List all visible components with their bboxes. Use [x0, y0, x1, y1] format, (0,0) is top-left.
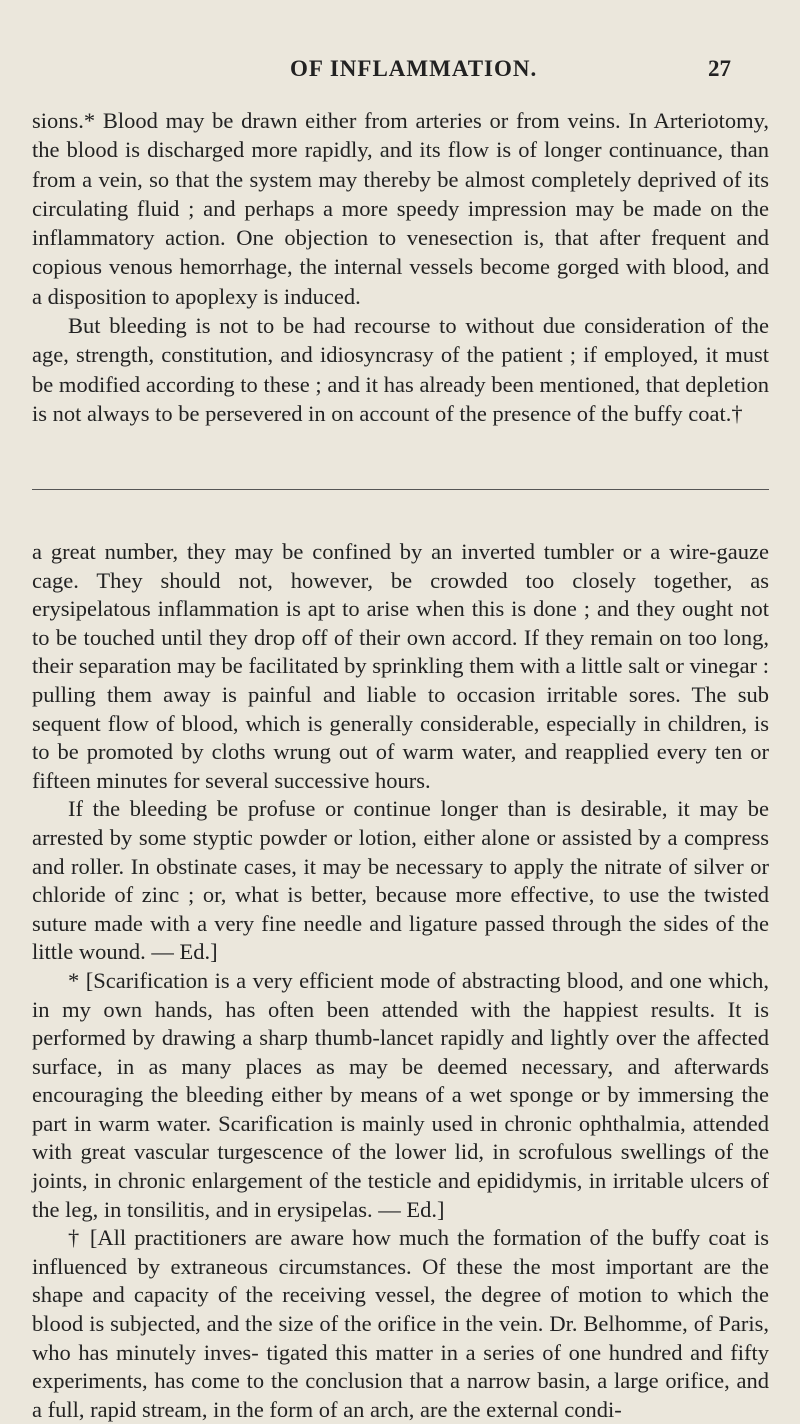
footnote-buffy-coat: † [All practitioners are aware how much the formation of the buffy coat is influenced by extraneous circumstances. Of these the most important are the shape and capacity of the receiving vessel, the degree of motion to which the blood is subjected, and the size of the orifice in the vein. Dr. Belhomme, of Paris, who has minutely inves- tigated this matter in a series of one hundred and fifty experiments, has come to the conclusion that a narrow basin, a large orifice, and a full, rapid stream, in the form of an arch, are the external condi- [32, 1225, 769, 1422]
main-text [32, 106, 769, 428]
footnote-paragraph: If the bleeding be profuse or continue longer than is desirable, it may be arrested by some styptic powder or lotion, either alone or assisted by a compress and roller. In obstinate cases, it may be necessary to apply the nitrate of silver or chloride of zinc ; or, what is better, because more effective, to use the twisted suture made with a very fine needle and ligature passed through the sides of the little wound. — Ed.] [32, 796, 769, 965]
page-number: 27 [708, 56, 731, 81]
body-paragraph: But bleeding is not to be had recourse to without due consideration of the age, strength, constitution, and idiosyncrasy of the patient ; if employed, it must be modified according to these ; and it has already been mentioned, that depletion is not always to be persevered in on account of the presence of the buffy coat.† [32, 313, 769, 426]
footnotes [32, 538, 769, 1424]
body-paragraph: sions.* Blood may be drawn either from arteries or from veins. In Arteriotomy, the blood is discharged more rapidly, and its flow is of longer continuance, than from a vein, so that the system may thereby be almost completely deprived of its circulating fluid ; and perhaps a more speedy impression may be made on the inflammatory action. One objection to venesection is, that after frequent and copious venous hemorrhage, the internal vessels become gorged with blood, and a disposition to apoplexy is induced. [32, 108, 769, 309]
page-header [0, 56, 800, 96]
footnote-divider [32, 489, 769, 490]
running-head: OF INFLAMMATION. [290, 56, 538, 81]
footnote-scarification: * [Scarification is a very efficient mode of abstracting blood, and one which, in my own hands, has often been attended with the happiest results. It is performed by drawing a sharp thumb-lancet rapidly and lightly over the affected surface, in as many places as may be deemed necessary, and afterwards encouraging the bleeding either by means of a wet sponge or by immersing the part in warm water. Scarification is mainly used in chronic ophthalmia, attended with great vascular turgescence of the lower lid, in scrofulous swellings of the joints, in chronic enlargement of the testicle and epididymis, in irritable ulcers of the leg, in tonsilitis, and in erysipelas. — Ed.] [32, 967, 769, 1222]
footnote-paragraph: a great number, they may be confined by an inverted tumbler or a wire-gauze cage. They should not, however, be crowded too closely together, as erysipelatous inflammation is apt to arise when this is done ; and they ought not to be touched until they drop off of their own accord. If they remain on too long, their separation may be facilitated by sprinkling them with a little salt or vinegar : pulling them away is painful and liable to occasion irritable sores. The sub sequent flow of blood, which is generally considerable, especially in children, is to be promoted by cloths wrung out of warm water, and reapplied every ten or fifteen minutes for several successive hours. [32, 539, 769, 793]
